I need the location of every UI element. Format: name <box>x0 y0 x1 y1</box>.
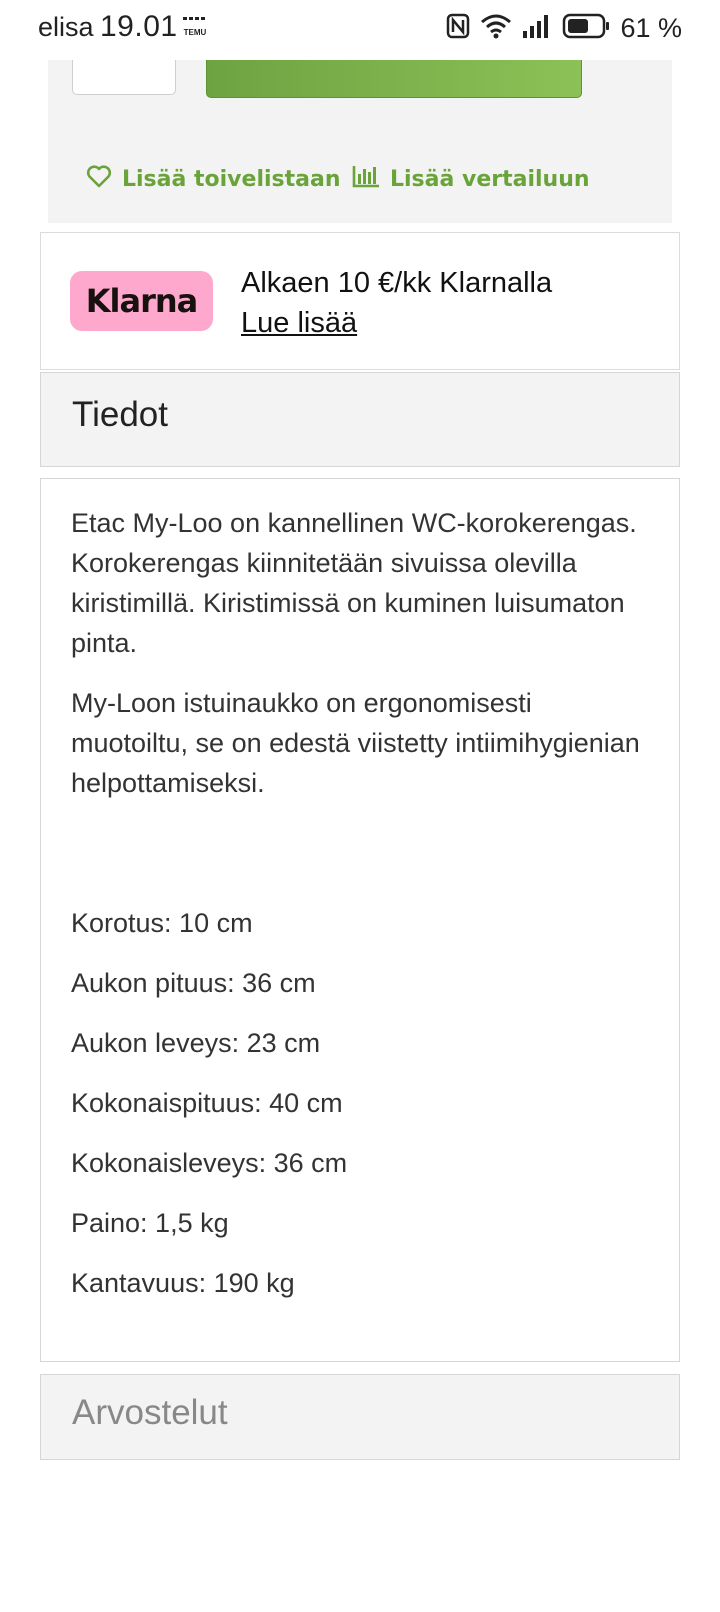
spec-total-width: Kokonaisleveys: 36 cm <box>71 1148 348 1178</box>
heart-icon <box>86 164 112 194</box>
klarna-logo: Klarna <box>70 271 213 331</box>
add-to-cart-panel <box>48 60 672 223</box>
quantity-input[interactable] <box>72 60 176 95</box>
spec-opening-length: Aukon pituus: 36 cm <box>71 968 316 998</box>
battery-percent: 61 % <box>620 12 682 43</box>
carrier-name: elisa <box>38 12 94 42</box>
tab-reviews[interactable] <box>40 1374 680 1460</box>
add-to-wishlist-link[interactable] <box>86 164 341 194</box>
wifi-icon <box>480 13 512 44</box>
add-to-compare-link[interactable] <box>352 164 590 194</box>
spec-weight: Paino: 1,5 kg <box>71 1208 229 1238</box>
spec-height: Korotus: 10 cm <box>71 908 253 938</box>
spec-opening-width: Aukon leveys: 23 cm <box>71 1028 321 1058</box>
spec-total-length: Kokonaispituus: 40 cm <box>71 1088 343 1118</box>
tab-details[interactable] <box>40 372 680 467</box>
klarna-offer <box>241 263 552 343</box>
klarna-read-more-link[interactable]: Lue lisää <box>241 307 358 339</box>
product-description <box>40 478 680 1362</box>
status-icons <box>446 10 682 46</box>
reviews-title: Arvostelut <box>72 1393 228 1432</box>
klarna-offer-text: Alkaen 10 €/kk Klarnalla <box>241 267 553 299</box>
description-paragraph: My-Loon istuinaukko on ergonomisesti muotoiltu, se on edestä viistetty intiimihygienian helpottamiseksi. <box>71 688 640 798</box>
nfc-icon <box>446 13 470 44</box>
status-bar <box>0 0 720 60</box>
clock: 19.01 <box>100 10 178 43</box>
compare-label: Lisää vertailuun <box>390 166 590 192</box>
wishlist-label: Lisää toivelistaan <box>122 166 341 192</box>
details-title: Tiedot <box>72 395 168 434</box>
add-to-cart-button[interactable] <box>206 60 582 98</box>
bar-chart-icon <box>352 164 380 194</box>
signal-icon <box>522 13 552 44</box>
klarna-banner <box>40 232 680 370</box>
temu-notification-icon <box>182 16 208 37</box>
battery-icon <box>562 13 610 44</box>
spec-capacity: Kantavuus: 190 kg <box>71 1268 295 1298</box>
temu-label: TEMU <box>183 28 207 37</box>
description-paragraph: Etac My-Loo on kannellinen WC-korokerengas. Korokerengas kiinnitetään sivuissa olevilla kiristimillä. Kiristimissä on kuminen luisumaton pinta. <box>71 508 637 658</box>
